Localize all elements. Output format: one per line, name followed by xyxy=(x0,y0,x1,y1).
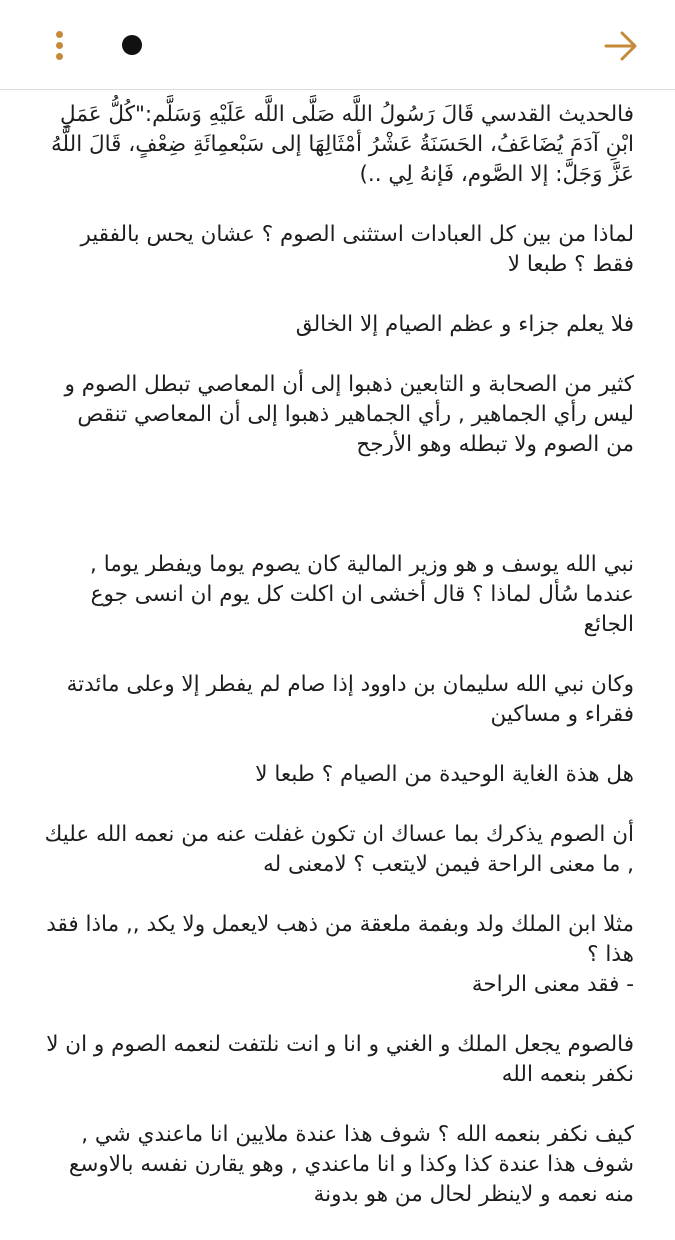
record-dot-icon xyxy=(122,35,142,55)
paragraph-sulaiman: وكان نبي الله سليمان بن داوود إذا صام لم يفطر إلا وعلى مائدتة فقراء و مساكين xyxy=(66,672,634,727)
post-body xyxy=(44,100,634,1240)
paragraph-hadith: فالحديث القدسي قَالَ رَسُولُ اللَّه صَلَّى اللَّه عَلَيْهِ وَسَلَّم:"كُلُّ عَمَلِ ابْنِ آدَمَ يُضَاعَفُ، الحَسَنَةُ عَشْرُ أمْثَالِهَا إلى سَبْعمِائَةِ ضِعْفٍ، قَالَ اللَّهُ عَزَّ وَجَلَّ: إلا الصَّوم، فَإنهُ لِي ..) xyxy=(51,102,634,187)
app-toolbar xyxy=(0,0,675,90)
menu-dot xyxy=(56,53,63,60)
paragraph-yusuf: نبي الله يوسف و هو وزير المالية كان يصوم يوما ويفطر يوما , عندما سُأل لماذا ؟ قال أخشى ان اكلت كل يوم ان انسى جوع الجائع xyxy=(90,552,634,637)
paragraph-reward: فلا يعلم جزاء و عظم الصيام إلا الخالق xyxy=(295,312,634,337)
more-options-icon[interactable] xyxy=(50,28,70,64)
paragraph-king-son: مثلا ابن الملك ولد وبفمة ملعقة من ذهب لايعمل ولا يكد ,, ماذا فقد هذا ؟ - فقد معنى الراحة xyxy=(46,912,634,997)
paragraph-only-goal: هل هذة الغاية الوحيدة من الصيام ؟ طبعا لا xyxy=(255,762,634,787)
paragraph-comparison: كيف نكفر بنعمه الله ؟ شوف هذا عندة ملايين انا ماعندي شي , شوف هذا عندة كذا وكذا و انا ماعندي , وهو يقارن نفسه بالاوسع منه نعمه و لاينظر لحال من هو بدونة xyxy=(68,1122,634,1207)
menu-dot xyxy=(56,42,63,49)
arrow-right-icon xyxy=(600,25,642,67)
paragraph-gratitude: فالصوم يجعل الملك و الغني و انا و انت نلتفت لنعمه الصوم و ان لا نكفر بنعمه الله xyxy=(46,1032,634,1087)
paragraph-reminder: أن الصوم يذكرك بما عساك ان تكون غفلت عنه من نعمه الله عليك , ما معنى الراحة فيمن لايتعب ؟ لامعنى له xyxy=(44,822,634,877)
paragraph-sins: كثير من الصحابة و التابعين ذهبوا إلى أن المعاصي تبطل الصوم و ليس رأي الجماهير , رأي الجماهير ذهبوا إلى أن المعاصي تنقص من الصوم ولا تبطله وهو الأرجح xyxy=(64,372,634,457)
forward-arrow-button[interactable] xyxy=(600,25,642,67)
paragraph-why-fasting: لماذا من بين كل العبادات استثنى الصوم ؟ عشان يحس بالفقير فقط ؟ طبعا لا xyxy=(80,222,634,277)
menu-dot xyxy=(56,31,63,38)
